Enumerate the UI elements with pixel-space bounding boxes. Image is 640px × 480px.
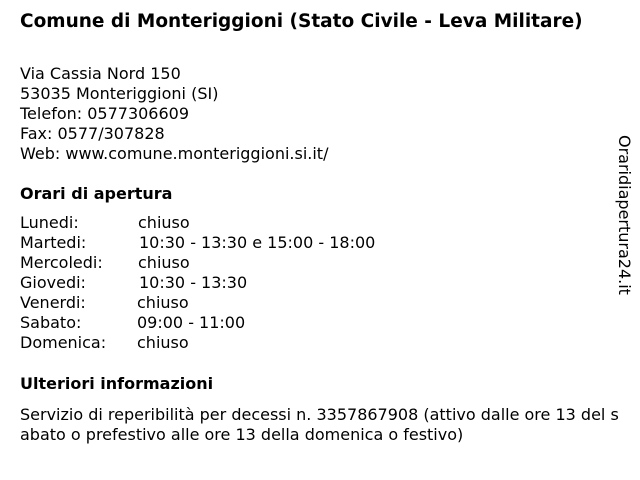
opening-hours-heading: Orari di apertura <box>20 184 173 203</box>
phone-number: Telefon: 0577306609 <box>20 104 190 123</box>
day-label: Domenica: <box>20 333 107 352</box>
hours-row <box>20 233 376 253</box>
page-title: Comune di Monteriggioni (Stato Civile - Leva Militare) <box>20 11 583 32</box>
website: Web: www.comune.monteriggioni.si.it/ <box>20 144 329 163</box>
hours-row <box>20 213 190 233</box>
day-label: Giovedi: <box>20 273 86 292</box>
hours-row <box>20 333 189 353</box>
hours-value: chiuso <box>137 333 189 352</box>
opening-hours-table <box>20 213 376 353</box>
hours-value: chiuso <box>138 253 190 272</box>
more-info-text: Servizio di reperibilità per decessi n. 3357867908 (attivo dalle ore 13 del sabato o prefestivo alle ore 13 della domenica o festivo) <box>20 405 619 444</box>
day-label: Lunedi: <box>20 213 79 232</box>
day-label: Venerdi: <box>20 293 86 312</box>
city-address: 53035 Monteriggioni (SI) <box>20 84 219 103</box>
hours-value: 09:00 - 11:00 <box>137 313 246 332</box>
hours-row <box>20 293 189 313</box>
day-label: Martedi: <box>20 233 87 252</box>
hours-value: chiuso <box>138 213 190 232</box>
day-label: Mercoledi: <box>20 253 103 272</box>
day-label: Sabato: <box>20 313 82 332</box>
hours-row <box>20 253 190 273</box>
hours-value: chiuso <box>137 293 189 312</box>
hours-row <box>20 313 246 333</box>
watermark-text: Oraridiapertura24.it <box>615 135 634 295</box>
fax-number: Fax: 0577/307828 <box>20 124 165 143</box>
hours-row <box>20 273 248 293</box>
hours-value: 10:30 - 13:30 <box>139 273 248 292</box>
street-address: Via Cassia Nord 150 <box>20 64 181 83</box>
contact-details <box>20 64 328 164</box>
hours-value: 10:30 - 13:30 e 15:00 - 18:00 <box>139 233 376 252</box>
watermark <box>613 135 635 310</box>
more-info-heading: Ulteriori informazioni <box>20 374 214 393</box>
